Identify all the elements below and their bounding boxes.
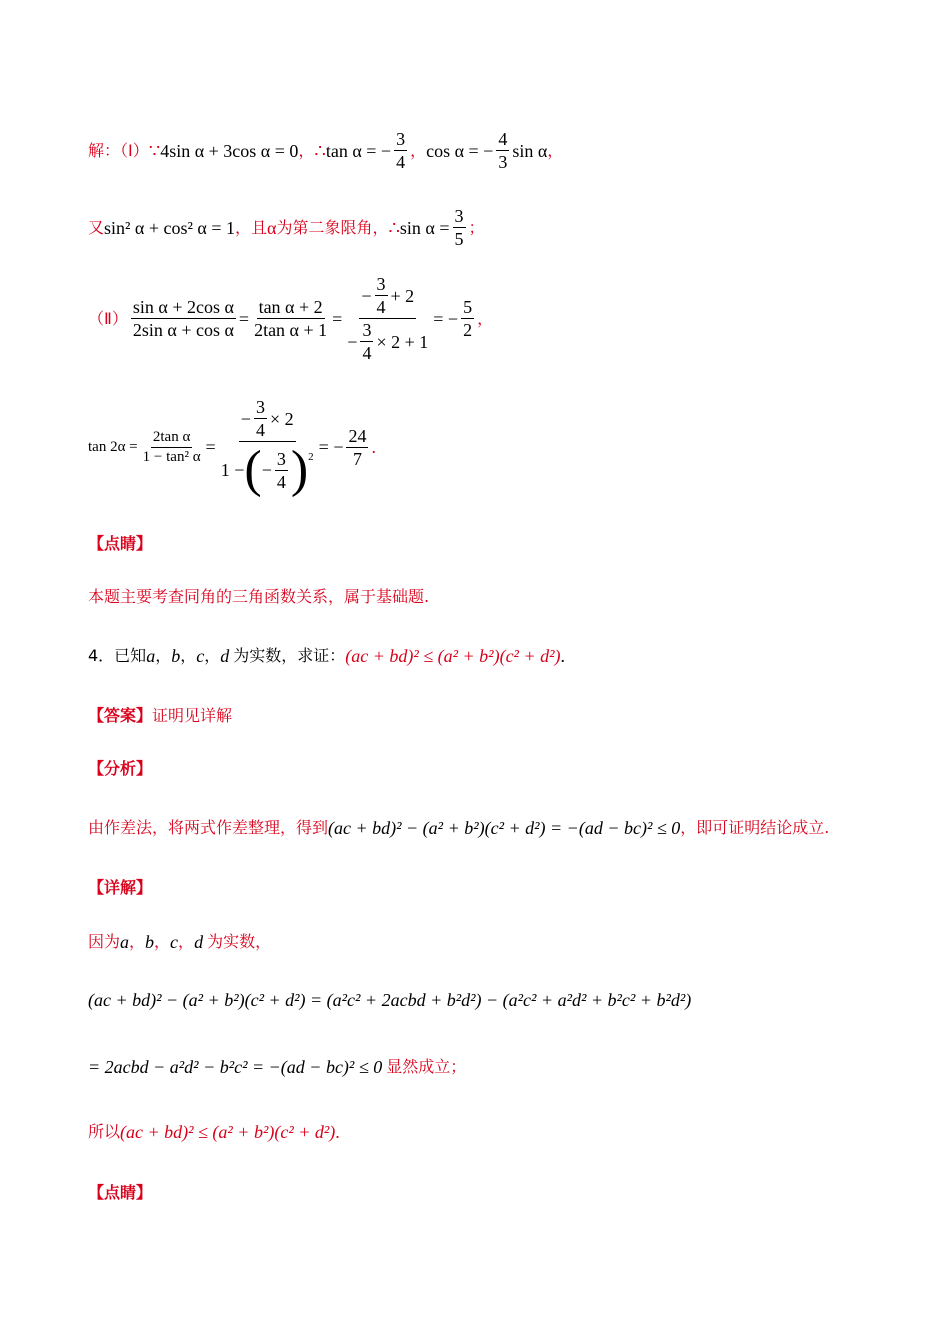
one-minus: 1 − bbox=[220, 460, 245, 480]
times-two-plus-one: × 2 + 1 bbox=[376, 331, 429, 352]
punct: ， bbox=[298, 140, 315, 160]
punct: ， bbox=[178, 932, 195, 951]
inequality: (ac + bd)² ≤ (a² + b²)(c² + d²) bbox=[345, 646, 561, 666]
summary-text: 本题主要考查同角的三角函数关系，属于基础题. bbox=[88, 587, 430, 606]
fraction-double-angle bbox=[141, 430, 203, 465]
minus: − bbox=[361, 285, 372, 306]
equals-minus: = − bbox=[318, 437, 344, 457]
punct: ， bbox=[547, 140, 564, 160]
therefore-symbol: ∴ bbox=[314, 140, 326, 161]
sin-tail: sin α bbox=[512, 140, 548, 161]
denominator: 1 − tan² α bbox=[142, 448, 201, 465]
period: . bbox=[560, 646, 565, 666]
alpha-symbol: α bbox=[267, 217, 277, 238]
numerator: 5 bbox=[463, 297, 473, 317]
punct: ； bbox=[468, 217, 485, 237]
section-label: 【详解】 bbox=[88, 878, 153, 897]
detail-heading bbox=[88, 880, 152, 896]
text-quadrant: 为第二象限角， bbox=[276, 217, 389, 237]
because-symbol: ∵ bbox=[148, 140, 161, 161]
solution-lead: 解：（Ⅰ） bbox=[88, 140, 149, 160]
punct: ， bbox=[204, 646, 221, 665]
section-label: 【分析】 bbox=[88, 759, 153, 778]
answer-line bbox=[88, 708, 232, 724]
denominator: 4 bbox=[276, 471, 286, 492]
fraction-tan bbox=[252, 298, 329, 339]
times-two: × 2 bbox=[269, 408, 294, 429]
numerator: 3 bbox=[396, 129, 406, 149]
denominator bbox=[219, 442, 316, 496]
var-a: a bbox=[146, 646, 156, 666]
fraction-5-2 bbox=[461, 298, 474, 339]
fraction-3-4 bbox=[254, 398, 267, 439]
fraction-compound bbox=[345, 275, 430, 362]
fraction-3-4 bbox=[360, 321, 373, 362]
denominator: 4 bbox=[396, 152, 406, 172]
denominator: 2 bbox=[463, 320, 473, 340]
section-label: 【点睛】 bbox=[88, 1183, 153, 1202]
answer-label: 【答案】 bbox=[88, 706, 153, 725]
fraction-3-4 bbox=[394, 130, 407, 171]
dianjing-heading-1 bbox=[88, 536, 152, 552]
punct: ， bbox=[154, 932, 171, 951]
solution-part1-line2 bbox=[88, 207, 485, 248]
fraction-4-3 bbox=[496, 130, 509, 171]
numerator bbox=[359, 275, 416, 319]
conclusion-expression: (ac + bd)² ≤ (a² + b²)(c² + d²) bbox=[120, 1122, 336, 1142]
var-b: b bbox=[171, 646, 181, 666]
denominator: 3 bbox=[498, 152, 508, 172]
analysis-heading bbox=[88, 761, 152, 777]
numerator: 3 bbox=[376, 274, 386, 294]
equals-minus: = − bbox=[433, 308, 459, 329]
analysis-text: 由作差法，将两式作差整理，得到 bbox=[88, 818, 329, 837]
numerator: 2tan α bbox=[151, 430, 192, 448]
left-paren: ( bbox=[244, 441, 262, 498]
detail-line-4 bbox=[88, 1123, 340, 1141]
var-a: a bbox=[120, 932, 130, 952]
expansion-expression: (ac + bd)² − (a² + b²)(c² + d²) = (a²c² + 2acbd + b²d²) − (a²c² + a²d² + b²c² + b²d²) bbox=[88, 990, 692, 1010]
punct: ， bbox=[477, 308, 494, 328]
solution-part1-line bbox=[88, 130, 563, 171]
answer-text: 证明见详解 bbox=[152, 706, 233, 725]
exponent-2: 2 bbox=[308, 451, 314, 463]
minus: − bbox=[347, 331, 358, 352]
equation-given: 4sin α + 3cos α = 0 bbox=[160, 140, 299, 161]
cos-lhs: cos α = − bbox=[426, 140, 494, 161]
simplified-expression: = 2acbd − a²d² − b²c² = −(ad − bc)² ≤ 0 bbox=[88, 1057, 383, 1077]
var-b: b bbox=[145, 932, 155, 952]
summary-line bbox=[88, 589, 429, 605]
question-text: 为实数，求证： bbox=[233, 646, 346, 665]
section-label: 【点睛】 bbox=[88, 534, 153, 553]
solution-part2-line bbox=[88, 275, 493, 362]
equals: = bbox=[238, 308, 250, 329]
question-4-line bbox=[88, 647, 565, 665]
pythagorean-identity: sin² α + cos² α = 1 bbox=[104, 217, 235, 238]
equals: = bbox=[332, 308, 343, 329]
detail-text: 所以 bbox=[88, 1122, 121, 1141]
numerator: 4 bbox=[498, 129, 508, 149]
detail-line-3 bbox=[88, 1058, 466, 1076]
denominator: 4 bbox=[255, 420, 265, 440]
denominator bbox=[345, 319, 430, 362]
punct: ， bbox=[180, 646, 197, 665]
fraction-24-7 bbox=[346, 427, 368, 468]
period: . bbox=[335, 1122, 340, 1142]
denominator: 7 bbox=[352, 448, 362, 469]
punct: ， bbox=[129, 932, 146, 951]
numerator: 3 bbox=[454, 206, 464, 226]
detail-text: 因为 bbox=[88, 932, 121, 951]
denominator: 2sin α + cos α bbox=[132, 320, 234, 340]
dianjing-heading-2 bbox=[88, 1185, 152, 1201]
text-you: 又 bbox=[88, 217, 105, 237]
denominator: 4 bbox=[376, 297, 386, 317]
var-d: d bbox=[194, 932, 204, 952]
minus: − bbox=[240, 408, 251, 429]
denominator: 5 bbox=[454, 229, 464, 249]
fraction-3-5 bbox=[453, 207, 466, 248]
tan-lhs: tan α = − bbox=[325, 140, 392, 161]
tan2alpha-line bbox=[88, 398, 376, 496]
var-c: c bbox=[170, 932, 179, 952]
period: . bbox=[371, 437, 376, 457]
sin-lhs: sin α = bbox=[399, 217, 450, 238]
fraction-compound-tan2 bbox=[219, 398, 316, 496]
part2-lead: （Ⅱ） bbox=[88, 308, 128, 328]
plus-two: + 2 bbox=[390, 285, 415, 306]
denominator: 2tan α + 1 bbox=[254, 320, 328, 340]
detail-line-2 bbox=[88, 991, 691, 1009]
analysis-tail: ，即可证明结论成立. bbox=[680, 818, 830, 837]
analysis-expression: (ac + bd)² − (a² + b²)(c² + d²) = −(ad − bc)² ≤ 0 bbox=[328, 818, 681, 838]
fraction-3-4 bbox=[375, 275, 388, 316]
numerator: 3 bbox=[362, 320, 372, 340]
fraction-sin-cos bbox=[131, 298, 236, 339]
text: ，且 bbox=[234, 217, 267, 237]
question-number: 4．已知 bbox=[88, 646, 147, 665]
numerator: 3 bbox=[276, 448, 286, 469]
minus: − bbox=[261, 460, 272, 480]
var-c: c bbox=[196, 646, 205, 666]
fraction-3-4 bbox=[275, 450, 288, 491]
right-paren: ) bbox=[290, 441, 309, 498]
punct: ， bbox=[410, 140, 427, 160]
numerator: 24 bbox=[348, 425, 367, 446]
numerator: 3 bbox=[255, 397, 265, 417]
numerator bbox=[239, 398, 296, 442]
analysis-line bbox=[88, 819, 829, 837]
denominator: 4 bbox=[362, 343, 372, 363]
detail-line-1 bbox=[88, 933, 271, 951]
equals: = bbox=[205, 437, 216, 457]
numerator: tan α + 2 bbox=[258, 297, 323, 317]
detail-tail: 显然成立； bbox=[386, 1057, 467, 1076]
detail-tail: 为实数， bbox=[207, 932, 272, 951]
therefore-symbol: ∴ bbox=[388, 217, 400, 238]
var-d: d bbox=[220, 646, 230, 666]
numerator: sin α + 2cos α bbox=[132, 297, 234, 317]
punct: ， bbox=[155, 646, 172, 665]
tan2-lhs: tan 2α = bbox=[88, 438, 138, 455]
